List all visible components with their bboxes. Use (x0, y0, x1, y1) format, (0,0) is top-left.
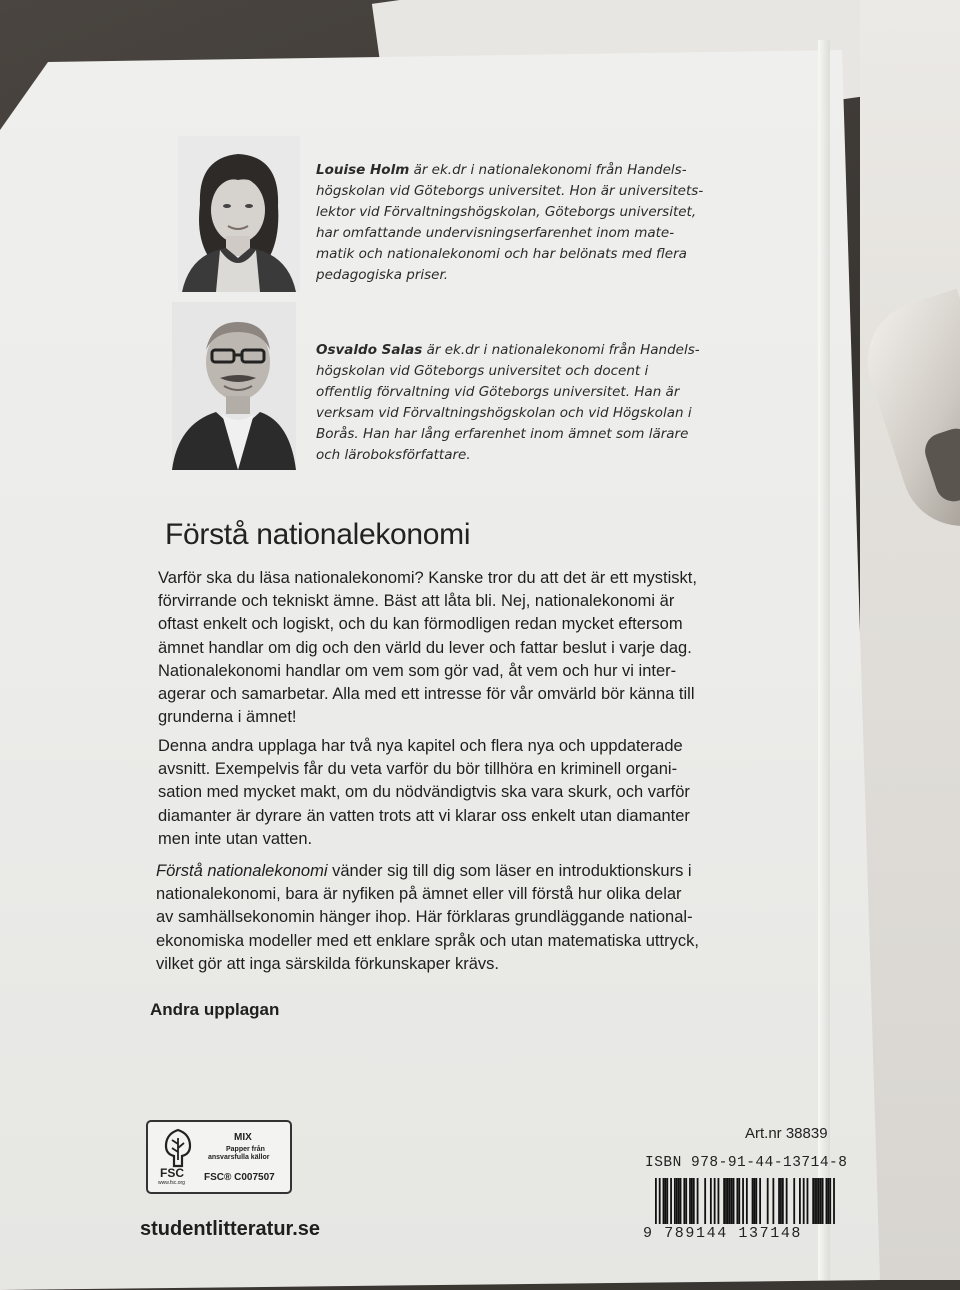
barcode-bar (689, 1178, 691, 1224)
barcode-bar (731, 1178, 733, 1224)
bio-line: matik och nationalekonomi och har belönats med flera (316, 246, 687, 262)
bio-line: högskolan vid Göteborgs universitet och docent i (316, 363, 649, 379)
barcode-bar (818, 1178, 820, 1224)
barcode-bar (816, 1178, 818, 1224)
bio-line: lektor vid Förvaltningshögskolan, Göteborgs universitet, (316, 204, 697, 220)
barcode-bar (655, 1178, 657, 1224)
barcode-bar (827, 1178, 829, 1224)
article-number: Art.nr 38839 (745, 1125, 828, 1142)
barcode-bar (799, 1178, 801, 1224)
text-line: vänder sig till dig som läser en introduktionskurs i (327, 862, 692, 880)
barcode-bar (778, 1178, 780, 1224)
description-paragraph-1 (158, 567, 733, 729)
bio-line: verksam vid Förvaltningshögskolan och vid Högskolan i (316, 405, 692, 421)
barcode-bar (710, 1178, 712, 1224)
barcode-bar (793, 1178, 795, 1224)
barcode-bar (674, 1178, 676, 1224)
fsc-brand: FSC (160, 1166, 184, 1180)
barcode-bar (780, 1178, 782, 1224)
fsc-logo (146, 1120, 292, 1194)
text-line: av samhällsekonomin hänger ihop. Här förklaras grundläggande national- (156, 908, 693, 927)
text-line: vilket gör att inga särskilda förkunskaper krävs. (156, 954, 499, 973)
bio-louise-holm (316, 160, 716, 286)
barcode-bar (822, 1178, 824, 1224)
barcode-bar (752, 1178, 754, 1224)
fsc-line-1: Papper från (226, 1146, 265, 1153)
desk-surface (860, 0, 960, 1280)
barcode-bar (685, 1178, 687, 1224)
barcode-bar (754, 1178, 756, 1224)
barcode (655, 1178, 835, 1226)
text-line: nationalekonomi, bara är nyfiken på ämnet eller vill förstå hur olika delar (156, 885, 682, 904)
barcode-bar (680, 1178, 682, 1224)
barcode-bar (714, 1178, 716, 1224)
fsc-tree-icon (156, 1126, 200, 1170)
barcode-bar (723, 1178, 725, 1224)
barcode-number: 9 789144 137148 (643, 1225, 803, 1242)
barcode-bar (683, 1178, 685, 1224)
barcode-bar (725, 1178, 727, 1224)
barcode-bar (812, 1178, 814, 1224)
barcode-bar (742, 1178, 744, 1224)
description-paragraph-3 (156, 860, 731, 976)
bio-line: Borås. Han har lång erfarenhet inom ämnet som lärare (316, 426, 689, 442)
author-photo-osvaldo-salas (172, 302, 296, 470)
edition-label: Andra upplagan (150, 1000, 280, 1019)
barcode-bar (676, 1178, 678, 1224)
barcode-bar (755, 1178, 757, 1224)
barcode-bar (718, 1178, 720, 1224)
barcode-bar (826, 1178, 828, 1224)
fsc-mix: MIX (234, 1132, 252, 1143)
description-paragraph-2 (158, 735, 733, 851)
barcode-bar (814, 1178, 816, 1224)
fsc-line-2: ansvarsfulla källor (208, 1154, 270, 1161)
barcode-bar (678, 1178, 680, 1224)
barcode-bar (786, 1178, 788, 1224)
barcode-bar (663, 1178, 665, 1224)
bio-line: högskolan vid Göteborgs universitet. Hon är universitets- (316, 183, 704, 199)
text-line: Varför ska du läsa nationalekonomi? Kanske tror du att det är ett mystiskt, (158, 569, 697, 587)
barcode-bar (772, 1178, 774, 1224)
isbn-label: ISBN 978-91-44-13714-8 (645, 1155, 848, 1171)
fsc-code: FSC® C007507 (204, 1172, 275, 1183)
text-line: oftast enkelt och logiskt, och du kan förmodligen redan mycket eftersom (158, 615, 683, 634)
bio-line: är ek.dr i nationalekonomi från Handels- (422, 342, 700, 358)
barcode-bar (807, 1178, 809, 1224)
barcode-bar (670, 1178, 672, 1224)
text-line: förvirrande och tekniskt ämne. Bäst att låta bli. Nej, nationalekonomi är (158, 592, 675, 611)
barcode-bar (693, 1178, 695, 1224)
barcode-bar (833, 1178, 835, 1224)
author-photo-louise-holm (178, 136, 300, 292)
barcode-bar (664, 1178, 666, 1224)
barcode-bar (691, 1178, 693, 1224)
barcode-bar (666, 1178, 668, 1224)
bio-line: offentlig förvaltning vid Göteborgs universitet. Han är (316, 384, 680, 400)
bio-line: är ek.dr i nationalekonomi från Handels- (409, 162, 687, 178)
text-line: avsnitt. Exempelvis får du veta varför du bör tillhöra en kriminell organi- (158, 760, 678, 779)
barcode-bar (729, 1178, 731, 1224)
barcode-bar (759, 1178, 761, 1224)
text-line: sation med mycket makt, om du nödvändigtvis ska vara skurk, och varför (158, 783, 690, 802)
barcode-bar (746, 1178, 748, 1224)
barcode-bar (704, 1178, 706, 1224)
text-line: diamanter är dyrare än vatten trots att vi klarar oss enkelt utan diamanter (158, 806, 690, 825)
bio-line: pedagogiska priser. (316, 267, 449, 283)
text-line: ämnet handlar om dig och den värld du lever och fattar beslut i varje dag. (158, 638, 692, 657)
bio-line: och läroboksförfattare. (316, 447, 471, 463)
book-title: Förstå nationalekonomi (165, 518, 471, 551)
barcode-bar (782, 1178, 784, 1224)
italic-title-reference: Förstå nationalekonomi (156, 862, 328, 880)
text-line: agerar och samarbetar. Alla med ett intresse för vår omvärld bör känna till (158, 685, 695, 704)
text-line: Denna andra upplaga har två nya kapitel och flera nya och uppdaterade (158, 737, 683, 755)
barcode-bar (697, 1178, 699, 1224)
text-line: Nationalekonomi handlar om vem som gör vad, åt vem och hur vi inter- (158, 661, 677, 680)
barcode-bar (803, 1178, 805, 1224)
barcode-bar (767, 1178, 769, 1224)
text-line: men inte utan vatten. (158, 829, 313, 848)
fsc-site: www.fsc.org (158, 1180, 185, 1186)
barcode-bar (736, 1178, 738, 1224)
publisher-url: studentlitteratur.se (140, 1218, 321, 1240)
bio-osvaldo-salas (316, 340, 716, 466)
bio-line: har omfattande undervisningserfarenhet inom mate- (316, 225, 675, 241)
barcode-bar (820, 1178, 822, 1224)
barcode-bar (733, 1178, 735, 1224)
barcode-bar (829, 1178, 831, 1224)
barcode-bar (659, 1178, 661, 1224)
barcode-bar (738, 1178, 740, 1224)
author-name: Louise Holm (316, 162, 410, 178)
text-line: grunderna i ämnet! (158, 708, 297, 727)
barcode-bar (727, 1178, 729, 1224)
text-line: ekonomiska modeller med ett enklare språk och utan matematiska uttryck, (156, 931, 699, 950)
author-name: Osvaldo Salas (316, 342, 423, 358)
book-spine-edge (818, 40, 830, 1280)
